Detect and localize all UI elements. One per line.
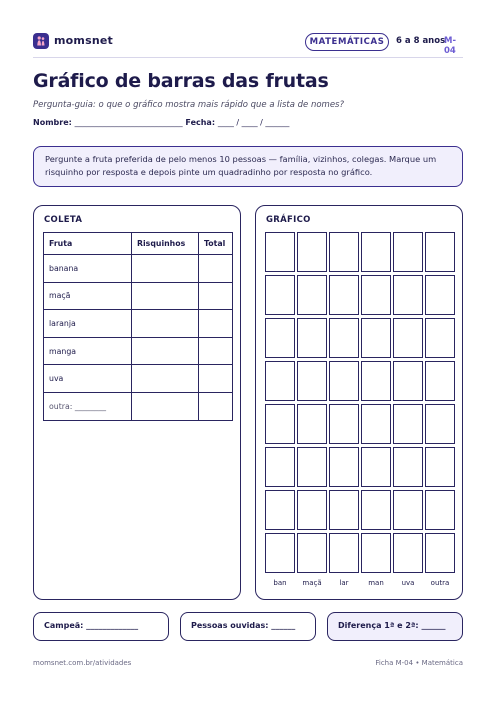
guiding-question: Pergunta-guia: o que o gráfico mostra mais rápido que a lista de nomes?	[33, 100, 345, 110]
fruit-name: uva	[44, 365, 132, 393]
column-label: maçã	[302, 579, 322, 587]
column-header-fruit: Fruta	[44, 233, 132, 255]
graph-cell[interactable]	[297, 533, 327, 573]
graph-cell[interactable]	[297, 361, 327, 401]
graph-cell[interactable]	[329, 404, 359, 444]
instructions-box: Pergunte a fruta preferida de pelo menos 10 pessoas — família, vizinhos, colegas. Marque um risquinho por resposta e depois pinte um quadradinho por resposta no gráfico.	[33, 146, 463, 187]
total-cell[interactable]	[199, 392, 233, 420]
date-label: Fecha:	[185, 118, 216, 127]
graph-cell[interactable]	[297, 318, 327, 358]
graph-cell[interactable]	[329, 533, 359, 573]
tally-cell[interactable]	[132, 337, 199, 365]
graph-cell[interactable]	[329, 361, 359, 401]
difference-box	[327, 612, 463, 641]
name-date-line	[33, 118, 289, 127]
graph-column-labels	[265, 579, 455, 589]
graph-cell[interactable]	[265, 533, 295, 573]
table-row	[44, 365, 233, 393]
total-cell[interactable]	[199, 337, 233, 365]
difference-blank[interactable]: ______	[421, 621, 446, 630]
graph-cell[interactable]	[393, 447, 423, 487]
graph-cell[interactable]	[361, 404, 391, 444]
worksheet-code: M-04	[444, 36, 456, 56]
column-header-total: Total	[199, 233, 233, 255]
graph-cell[interactable]	[297, 404, 327, 444]
graph-cell[interactable]	[329, 275, 359, 315]
graph-cell[interactable]	[393, 533, 423, 573]
people-count-blank[interactable]: ______	[271, 621, 296, 630]
total-cell[interactable]	[199, 310, 233, 338]
graph-cell[interactable]	[297, 232, 327, 272]
graph-cell[interactable]	[361, 275, 391, 315]
graph-cell[interactable]	[393, 232, 423, 272]
graph-title: GRÁFICO	[266, 215, 311, 225]
column-label: man	[368, 579, 384, 587]
column-label: ban	[273, 579, 287, 587]
subject-badge: MATEMÁTICAS	[305, 33, 389, 51]
graph-cell[interactable]	[329, 232, 359, 272]
table-row	[44, 392, 233, 420]
footer-sheet-info: Ficha M-04 • Matemática	[375, 659, 463, 667]
champion-blank[interactable]: _____________	[86, 621, 139, 630]
graph-cell[interactable]	[425, 275, 455, 315]
graph-cell[interactable]	[425, 490, 455, 530]
name-blank[interactable]: ___________________________	[74, 118, 183, 127]
brand-name: momsnet	[54, 34, 113, 47]
column-label: outra	[430, 579, 450, 587]
graph-cell[interactable]	[393, 361, 423, 401]
total-cell[interactable]	[199, 365, 233, 393]
champion-box	[33, 612, 169, 641]
graph-cell[interactable]	[425, 404, 455, 444]
collection-table	[43, 232, 233, 421]
column-label: uva	[401, 579, 415, 587]
graph-cell[interactable]	[393, 404, 423, 444]
graph-card	[255, 205, 463, 600]
fruit-name-other[interactable]: outra: ________	[44, 392, 132, 420]
graph-cell[interactable]	[297, 490, 327, 530]
bar-grid	[265, 232, 455, 572]
name-label: Nombre:	[33, 118, 72, 127]
graph-cell[interactable]	[265, 447, 295, 487]
tally-cell[interactable]	[132, 255, 199, 283]
table-row	[44, 255, 233, 283]
graph-cell[interactable]	[265, 232, 295, 272]
total-cell[interactable]	[199, 282, 233, 310]
graph-cell[interactable]	[361, 318, 391, 358]
people-count-label: Pessoas ouvidas:	[191, 621, 269, 630]
graph-cell[interactable]	[361, 533, 391, 573]
page-header	[33, 32, 463, 56]
graph-cell[interactable]	[297, 447, 327, 487]
graph-cell[interactable]	[361, 490, 391, 530]
column-label: lar	[339, 579, 349, 587]
date-blank[interactable]: ____ / ____ / ______	[217, 118, 290, 127]
graph-cell[interactable]	[425, 361, 455, 401]
collection-card	[33, 205, 241, 600]
tally-cell[interactable]	[132, 392, 199, 420]
column-header-tally: Risquinhos	[132, 233, 199, 255]
graph-cell[interactable]	[329, 318, 359, 358]
graph-cell[interactable]	[329, 490, 359, 530]
table-row	[44, 310, 233, 338]
table-row	[44, 282, 233, 310]
fruit-name: maçã	[44, 282, 132, 310]
graph-cell[interactable]	[361, 447, 391, 487]
people-count-box	[180, 612, 316, 641]
graph-cell[interactable]	[361, 361, 391, 401]
tally-cell[interactable]	[132, 282, 199, 310]
total-cell[interactable]	[199, 255, 233, 283]
graph-cell[interactable]	[425, 447, 455, 487]
table-row	[44, 337, 233, 365]
graph-cell[interactable]	[265, 318, 295, 358]
graph-cell[interactable]	[265, 361, 295, 401]
table-header-row	[44, 233, 233, 255]
difference-label: Diferença 1ª e 2ª:	[338, 621, 419, 630]
footer-website: momsnet.com.br/atividades	[33, 659, 132, 667]
graph-cell[interactable]	[425, 533, 455, 573]
fruit-name: banana	[44, 255, 132, 283]
page-title: Gráfico de barras das frutas	[33, 70, 329, 92]
champion-label: Campeã:	[44, 621, 84, 630]
fruit-name: manga	[44, 337, 132, 365]
tally-cell[interactable]	[132, 310, 199, 338]
graph-cell[interactable]	[393, 490, 423, 530]
graph-cell[interactable]	[265, 275, 295, 315]
momsnet-logo-icon	[33, 33, 49, 49]
graph-cell[interactable]	[425, 318, 455, 358]
graph-cell[interactable]	[361, 232, 391, 272]
age-range: 6 a 8 anos	[396, 36, 446, 46]
collection-title: COLETA	[44, 215, 83, 225]
fruit-name: laranja	[44, 310, 132, 338]
graph-cell[interactable]	[329, 447, 359, 487]
graph-cell[interactable]	[265, 404, 295, 444]
graph-cell[interactable]	[393, 275, 423, 315]
graph-cell[interactable]	[297, 275, 327, 315]
graph-cell[interactable]	[425, 232, 455, 272]
graph-cell[interactable]	[265, 490, 295, 530]
tally-cell[interactable]	[132, 365, 199, 393]
header-divider	[33, 57, 463, 58]
graph-cell[interactable]	[393, 318, 423, 358]
